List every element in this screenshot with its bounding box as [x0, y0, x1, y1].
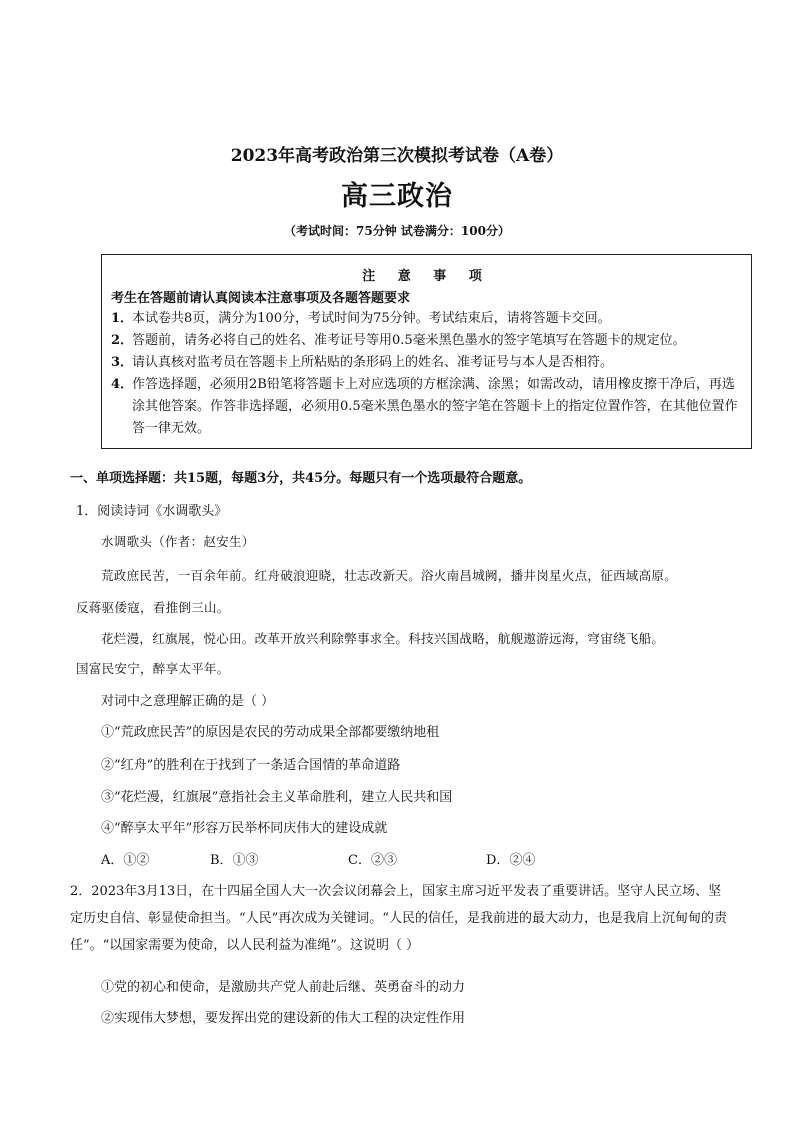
- question-2-stem: 2．2023年3月13日，在十四届全国人大一次会议闭幕会上，国家主席习近平发表了重要讲话。坚守人民立场、坚定历史自信、彰显使命担当。“人民”再次成为关键词。“人民的信任，是我前进的最大动力，也是我肩上沉甸甸的责任”。“以国家需要为使命，以人民利益为准绳”。这说明（ ）: [70, 884, 727, 953]
- answer-options: [101, 849, 661, 869]
- option-b[interactable]: B．①③: [210, 853, 259, 868]
- notice-item: [111, 330, 745, 352]
- notice-item: [111, 374, 745, 440]
- notice-item-number: 3．: [111, 355, 134, 370]
- poem-line: 荒政庶民苦，一百余年前。红舟破浪迎晓，壮志改新天。浴火南昌城阙，播井岗星火点，征西域高原。: [101, 568, 678, 583]
- statement: ②实现伟大梦想，要发挥出党的建设新的伟大工程的决定性作用: [101, 1011, 466, 1026]
- exam-title: 2023年高考政治第三次模拟考试卷（A卷）: [230, 146, 564, 166]
- statement: ②“红舟”的胜利在于找到了一条适合国情的革命道路: [101, 758, 401, 773]
- notice-heading: 注 意 事 项: [362, 269, 491, 284]
- notice-item-number: 2．: [111, 333, 134, 348]
- notice-item-text: 作答选择题，必须用2B铅笔将答题卡上对应选项的方框涂满、涂黑；如需改动，请用橡皮擦干净后，再选涂其他答案。作答非选择题，必须用0.5毫米黑色墨水的签字笔在答题卡上的指定位置作答，在其他位置作答一律无效。: [132, 377, 738, 436]
- poem-line: 花烂漫，红旗展，悦心田。改革开放兴利除弊事求全。科技兴国战略，航舰遨游远海，穹宙绕飞船。: [101, 631, 665, 646]
- notice-item-text: 本试卷共8页，满分为100分，考试时间为75分钟。考试结束后，请将答题卡交回。: [132, 311, 611, 326]
- notice-item: [111, 308, 745, 330]
- statement: ①党的初心和使命，是激励共产党人前赴后继、英勇奋斗的动力: [101, 980, 466, 995]
- option-c[interactable]: C．②③: [348, 853, 397, 868]
- statement: ①“荒政庶民苦”的原因是农民的劳动成果全部都要缴纳地租: [101, 725, 440, 740]
- option-a[interactable]: A．①②: [101, 853, 150, 868]
- notice-item-text: 答题前，请务必将自己的姓名、准考证号等用0.5毫米黑色墨水的签字笔填写在答题卡的规定位。: [132, 333, 686, 348]
- poem-title: 水调歌头（作者：赵安生）: [101, 534, 255, 549]
- statement: ④“醉享太平年”形容万民举杯同庆伟大的建设成就: [101, 821, 388, 836]
- exam-info: （考试时间：75分钟 试卷满分：100分）: [284, 224, 510, 238]
- poem-line: 反蒋驱倭寇，看推倒三山。: [76, 600, 230, 615]
- question-1-prompt: 对词中之意理解正确的是（ ）: [101, 694, 275, 709]
- question-1-stem: 1．阅读诗词《水调歌头》: [76, 504, 228, 519]
- notice-item-number: 4．: [111, 377, 134, 392]
- notice-intro: 考生在答题前请认真阅读本注意事项及各题答题要求: [111, 291, 411, 306]
- notice-box: [101, 254, 752, 449]
- notice-item: [111, 352, 745, 374]
- notice-item-number: 1．: [111, 311, 134, 326]
- notice-item-text: 请认真核对监考员在答题卡上所粘贴的条形码上的姓名、准考证号与本人是否相符。: [132, 355, 614, 370]
- statement: ③“花烂漫，红旗展”意指社会主义革命胜利，建立人民共和国: [101, 790, 453, 805]
- section-heading: 一、单项选择题：共15题，每题3分，共45分。每题只有一个选项最符合题意。: [70, 471, 532, 486]
- option-d[interactable]: D．②④: [486, 853, 536, 868]
- subject-title: 高三政治: [341, 181, 453, 212]
- poem-line: 国富民安宁，醉享太平年。: [76, 661, 230, 676]
